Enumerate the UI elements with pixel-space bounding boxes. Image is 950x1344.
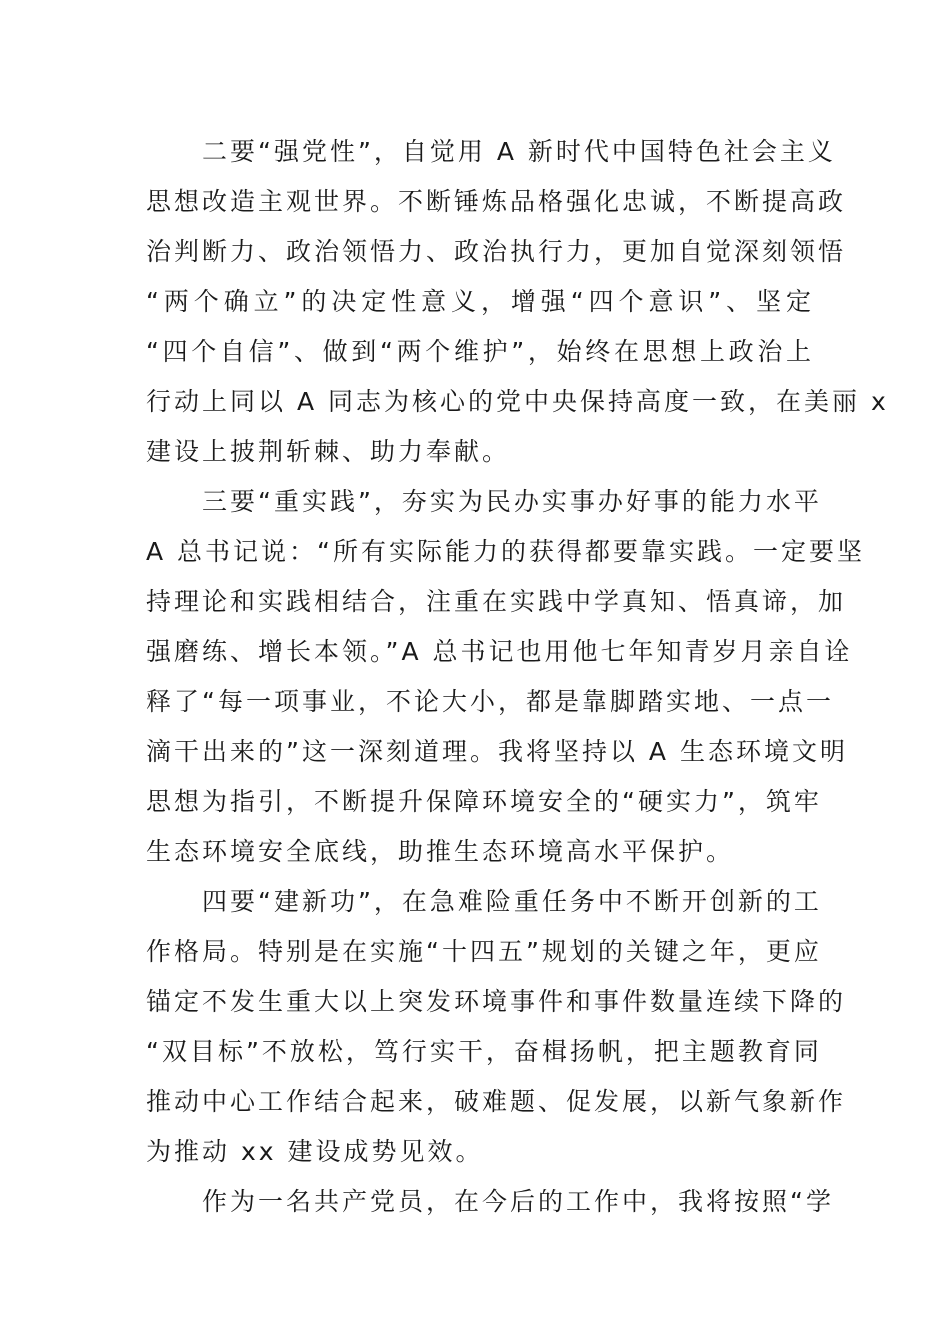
paragraph-2-line-5: 释了“每一项事业，不论大小，都是靠脚踏实地、一点一 xyxy=(146,687,834,716)
paragraph-3-line-6: 为推动 xx 建设成势见效。 xyxy=(146,1137,484,1166)
paragraph-2-line-6: 滴干出来的”这一深刻道理。我将坚持以 A 生态环境文明 xyxy=(146,737,848,766)
document-body xyxy=(146,127,889,1227)
paragraph-2-line-4: 强磨练、增长本领。”A 总书记也用他七年知青岁月亲自诠 xyxy=(146,637,853,666)
paragraph-1-line-1: 二要“强党性”，自觉用 A 新时代中国特色社会主义 xyxy=(202,137,836,166)
paragraph-4-line-1: 作为一名共产党员，在今后的工作中，我将按照“学 xyxy=(202,1187,834,1216)
paragraph-1-line-6: 行动上同以 A 同志为核心的党中央保持高度一致，在美丽 x xyxy=(146,387,889,416)
paragraph-3-line-4: “双目标”不放松，笃行实干，奋楫扬帆，把主题教育同 xyxy=(146,1037,822,1066)
paragraph-1-line-7: 建设上披荆斩棘、助力奉献。 xyxy=(146,437,511,466)
paragraph-3-line-3: 锚定不发生重大以上突发环境事件和事件数量连续下降的 xyxy=(146,987,847,1016)
paragraph-1-line-4: “两个确立”的决定性意义，增强“四个意识”、坚定 xyxy=(146,287,814,316)
paragraph-2-line-1: 三要“重实践”，夯实为民办实事办好事的能力水平 xyxy=(202,487,822,516)
paragraph-3-line-5: 推动中心工作结合起来，破难题、促发展，以新气象新作 xyxy=(146,1087,847,1116)
paragraph-2-line-7: 思想为指引，不断提升保障环境安全的“硬实力”，筑牢 xyxy=(146,787,822,816)
paragraph-2-line-2: A 总书记说：“所有实际能力的获得都要靠实践。一定要坚 xyxy=(146,537,866,566)
paragraph-2-line-3: 持理论和实践相结合，注重在实践中学真知、悟真谛，加 xyxy=(146,587,847,616)
paragraph-3-line-1: 四要“建新功”，在急难险重任务中不断开创新的工 xyxy=(202,887,822,916)
paragraph-1-line-2: 思想改造主观世界。不断锤炼品格强化忠诚，不断提高政 xyxy=(146,187,847,216)
paragraph-3-line-2: 作格局。特别是在实施“十四五”规划的关键之年，更应 xyxy=(146,937,822,966)
paragraph-2-line-8: 生态环境安全底线，助推生态环境高水平保护。 xyxy=(146,837,735,866)
paragraph-1-line-5: “四个自信”、做到“两个维护”，始终在思想上政治上 xyxy=(146,337,814,366)
paragraph-1-line-3: 治判断力、政治领悟力、政治执行力，更加自觉深刻领悟 xyxy=(146,237,847,266)
